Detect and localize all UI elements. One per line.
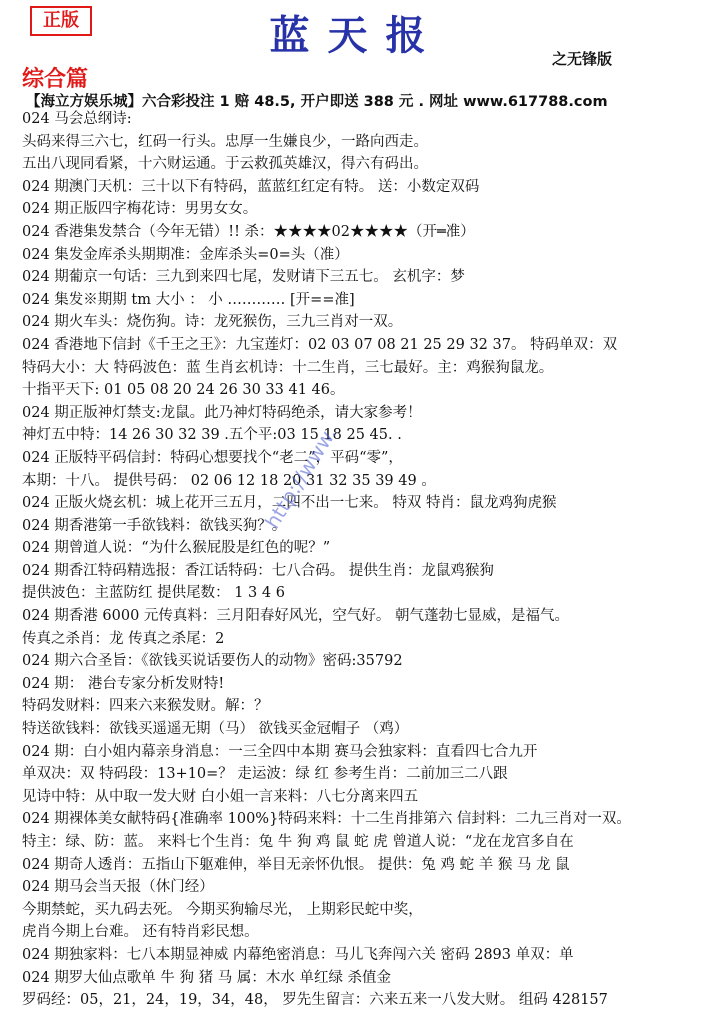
content-line: 传真之杀肖：龙 传真之杀尾：2: [22, 630, 225, 647]
content-line: 024 期正版四字梅花诗：男男女女。: [22, 201, 258, 218]
content-line: 024 期独家料：七八本期显神威 内幕绝密消息：马儿飞奔闯六关 密码 2893 单双：单: [22, 946, 574, 963]
content-line: 024 期：白小姐内幕亲身消息：一三全四中本期 赛马会独家料：直看四七合九开: [22, 743, 538, 760]
section-heading: 综合篇: [22, 67, 89, 92]
content-line: 024 正版特平码信封：特码心想要找个“老二”，平码“零”，: [22, 449, 403, 466]
content-line: 024 香港集发禁合（今年无错）!! 杀：★★★★02★★★★（开═准）: [22, 223, 475, 240]
ad-banner[interactable]: 【海立方娱乐城】六合彩投注 1 赔 48.5, 开户即送 388 元 . 网址 www.617788.com: [26, 94, 608, 110]
content-line: 024 期香港第一手欲钱料：欲钱买狗？。: [22, 517, 287, 534]
content-line: 024 集发※期期 tm 大小 ： 小 ………… [开==准]: [22, 291, 355, 308]
official-badge: 正版: [30, 6, 92, 36]
content-line: 提供波色：主蓝防红 提供尾数： 1 3 4 6: [22, 585, 285, 602]
content-line: 头码来得三六七，红码一行头。忠厚一生嫌良少，一路向西走。: [22, 133, 428, 150]
content-line: 十指平天下: 01 05 08 20 24 26 30 33 41 46。: [22, 382, 345, 399]
content-line: 024 期葡京一句话：三九到来四七尾，发财请下三五七。 玄机字：梦: [22, 269, 465, 286]
content-line: 024 期香江特码精选报：香江话特码：七八合码。 提供生肖：龙鼠鸡猴狗: [22, 562, 494, 579]
content-line: 024 期裸体美女献特码{准确率 100%}特码来料：十二生肖排第六 信封料：二九三肖对一双。: [22, 811, 631, 828]
content-line: 024 香港地下信封《千王之王》：九宝莲灯：02 03 07 08 21 25 29 32 37。 特码单双：双: [22, 336, 618, 353]
content-lines: [22, 108, 702, 1012]
content-line: 024 期马会当天报（休门经）: [22, 879, 214, 896]
content-line: 本期：十八。 提供号码： 02 06 12 18 20 31 32 35 39 49 。: [22, 472, 436, 489]
content-line: 024 期六合圣旨：《欲钱买说话要伤人的动物》密码:35792: [22, 653, 403, 670]
content-line: 024 期奇人透肖：五指山下躯难伸，举目无亲怀仇恨。 提供：兔 鸡 蛇 羊 猴 马 龙 鼠: [22, 856, 570, 873]
content-line: 024 马会总纲诗:: [22, 111, 132, 127]
content-line: 024 集发金库杀头期期准：金库杀头=0=头（准）: [22, 246, 349, 263]
content-line: 神灯五中特：14 26 30 32 39 .五个平:03 15 18 25 45. .: [22, 427, 402, 444]
content-line: 虎肖今期上台难。 还有特肖彩民想。: [22, 924, 259, 941]
content-line: 024 正版火烧玄机：城上花开三五月，二四不出一七来。 特双 特肖：鼠龙鸡狗虎猴: [22, 495, 557, 512]
content-line: 五出八现同看紧，十六财运通。于云救孤英雄汉，得六有码出。: [22, 156, 428, 173]
watermark-url: http://www.: [260, 422, 342, 533]
content-line: 024 期： 港台专家分析发财特!: [22, 675, 225, 692]
content-line: 特码发财料：四来六来猴发财。解：？: [22, 698, 269, 715]
content-line: 024 期罗大仙点歌单 牛 狗 猪 马 属：木水 单红绿 杀值金: [22, 969, 392, 986]
content-line: 024 期香港 6000 元传真料：三月阳春好风光，空气好。 朝气蓬勃七显威，是福气。: [22, 608, 570, 625]
content-line: 024 期火车头：烧伤狗。诗：龙死猴伤，三九三肖对一双。: [22, 314, 403, 331]
content-line: 单双决：双 特码段：13+10=？ 走运波：绿 红 参考生肖：二前加三二八跟: [22, 766, 508, 783]
edition-label: 之无锋版: [552, 50, 613, 68]
content-line: 024 期正版神灯禁支:龙鼠。此乃神灯特码绝杀，请大家参考！: [22, 404, 422, 421]
content-line: 特码大小：大 特码波色：蓝 生肖玄机诗：十二生肖，三七最好。主：鸡猴狗鼠龙。: [22, 359, 554, 376]
content-line: 024 期曾道人说：“为什么猴屁股是红色的呢？”: [22, 540, 331, 557]
content-line: 见诗中特：从中取一发大财 白小姐一言来料：八七分离来四五: [22, 788, 419, 805]
content-line: 特送欲钱料：欲钱买遥遥无期（马） 欲钱买金冠帽子 （鸡）: [22, 721, 409, 738]
content-line: 特主：绿、防：蓝。 来料七个生肖：兔 牛 狗 鸡 鼠 蛇 虎 曾道人说：“龙在龙宫多自在: [22, 834, 574, 850]
content-line: 罗码经：05，21，24，19，34，48， 罗先生留言：六来五来一八发大财。 组码 428157: [22, 992, 608, 1009]
newspaper-title: 蓝天报: [269, 13, 444, 59]
content-line: 024 期澳门天机：三十以下有特码，蓝蓝红红定有特。 送：小数定双码: [22, 178, 480, 195]
content-line: 今期禁蛇，买九码去死。 今期买狗输尽光， 上期彩民蛇中奖，: [22, 901, 423, 918]
